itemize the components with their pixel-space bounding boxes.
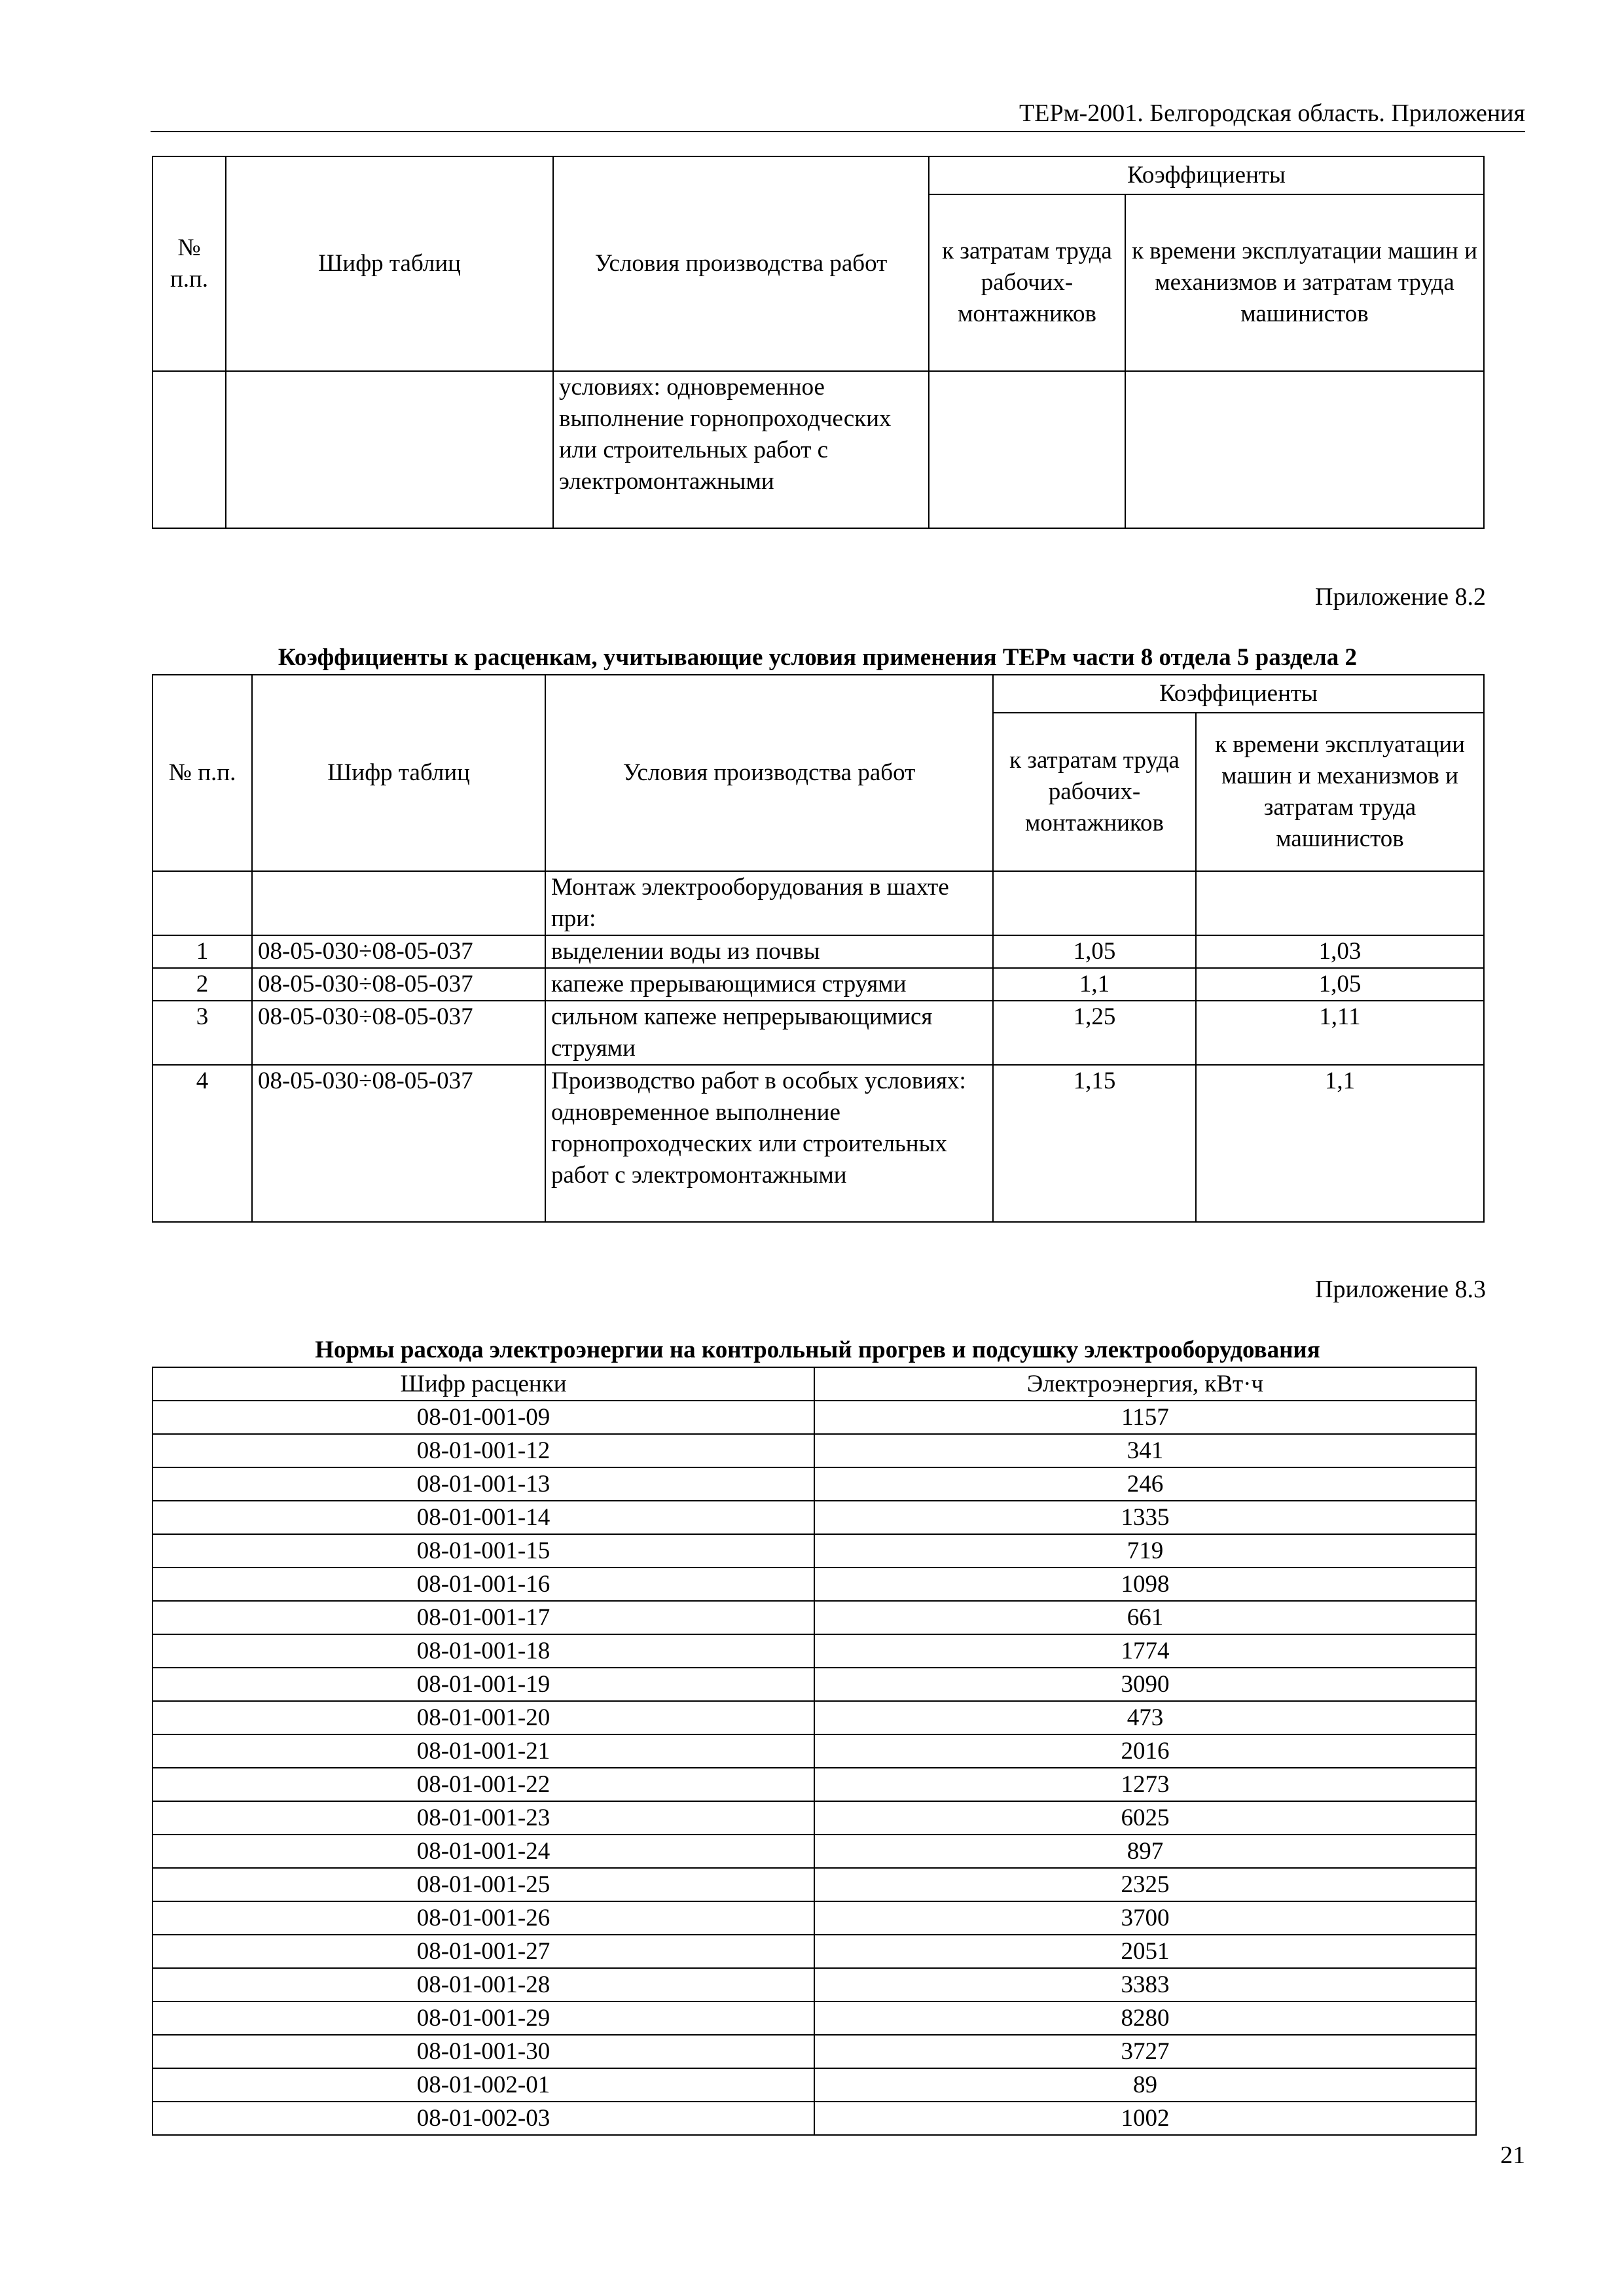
cell-energy: 246	[814, 1467, 1476, 1501]
cell-conditions: выделении воды из почвы	[545, 935, 993, 968]
table-row	[153, 1467, 1476, 1501]
header-machines: к времени эксплуатации машин и механизмов и затратам труда машинистов	[1196, 713, 1484, 871]
header-labor: к затратам труда рабочих-монтажников	[993, 713, 1196, 871]
cell-code: 08-01-001-26	[153, 1901, 814, 1935]
table-row	[153, 1935, 1476, 1968]
table-row	[153, 1868, 1476, 1901]
cell-energy: 89	[814, 2068, 1476, 2102]
cell-code: 08-05-030÷08-05-037	[252, 935, 545, 968]
cell-energy: 3727	[814, 2035, 1476, 2068]
cell-machines	[1125, 371, 1484, 528]
cell-code: 08-01-002-03	[153, 2102, 814, 2135]
header-num: № п.п.	[153, 156, 226, 371]
cell-energy: 2051	[814, 1935, 1476, 1968]
cell-energy: 341	[814, 1434, 1476, 1467]
table-row	[153, 1568, 1476, 1601]
appendix-8-3-label: Приложение 8.3	[1315, 1276, 1486, 1303]
header-conditions: Условия производства работ	[545, 675, 993, 871]
header-energy: Электроэнергия, кВт·ч	[814, 1367, 1476, 1401]
cell-code	[226, 371, 553, 528]
cell-energy: 2016	[814, 1734, 1476, 1768]
header-coefficients: Коэффициенты	[929, 156, 1484, 194]
table-row	[153, 1601, 1476, 1634]
cell-labor	[993, 871, 1196, 935]
cell-machines: 1,03	[1196, 935, 1484, 968]
cell-code: 08-01-001-12	[153, 1434, 814, 1467]
cell-conditions: сильном капеже непрерывающимися струями	[545, 1001, 993, 1065]
cell-energy: 661	[814, 1601, 1476, 1634]
cell-num: 3	[153, 1001, 252, 1065]
cell-machines: 1,1	[1196, 1065, 1484, 1222]
continuation-table	[152, 156, 1485, 529]
cell-energy: 1157	[814, 1401, 1476, 1434]
cell-conditions: капеже прерывающимися струями	[545, 968, 993, 1001]
cell-machines: 1,11	[1196, 1001, 1484, 1065]
cell-code: 08-01-001-22	[153, 1768, 814, 1801]
header-num: № п.п.	[153, 675, 252, 871]
cell-energy: 1774	[814, 1634, 1476, 1668]
table-row	[153, 1501, 1476, 1534]
cell-num: 4	[153, 1065, 252, 1222]
table-row	[153, 1835, 1476, 1868]
cell-energy: 3090	[814, 1668, 1476, 1701]
table-row	[153, 1701, 1476, 1734]
coefficients-table	[152, 674, 1485, 1223]
cell-code: 08-01-001-19	[153, 1668, 814, 1701]
table-row	[153, 1434, 1476, 1467]
cell-conditions: условиях: одновременное выполнение горнопроходческих или строительных работ с электромонтажными	[553, 371, 929, 528]
table-row	[153, 2102, 1476, 2135]
cell-energy: 1335	[814, 1501, 1476, 1534]
cell-energy: 3700	[814, 1901, 1476, 1935]
page-number: 21	[1500, 2142, 1525, 2169]
table-row	[153, 1534, 1476, 1568]
cell-energy: 897	[814, 1835, 1476, 1868]
appendix-8-3-caption: Нормы расхода электроэнергии на контрольный прогрев и подсушку электрооборудования	[315, 1336, 1320, 1363]
header-coefficients: Коэффициенты	[993, 675, 1484, 713]
cell-code: 08-01-001-18	[153, 1634, 814, 1668]
cell-num	[153, 371, 226, 528]
cell-conditions: Монтаж электрооборудования в шахте при:	[545, 871, 993, 935]
header-rule	[151, 131, 1525, 132]
table-row	[153, 1001, 1484, 1065]
cell-machines: 1,05	[1196, 968, 1484, 1001]
header-code: Шифр расценки	[153, 1367, 814, 1401]
header-labor: к затратам труда рабочих-монтажников	[929, 194, 1125, 371]
header-code: Шифр таблиц	[226, 156, 553, 371]
cell-code: 08-01-001-23	[153, 1801, 814, 1835]
cell-energy: 719	[814, 1534, 1476, 1568]
appendix-8-2-label: Приложение 8.2	[1315, 583, 1486, 611]
cell-energy: 473	[814, 1701, 1476, 1734]
cell-num	[153, 871, 252, 935]
cell-energy: 6025	[814, 1801, 1476, 1835]
cell-code: 08-01-001-27	[153, 1935, 814, 1968]
appendix-8-2-caption: Коэффициенты к расценкам, учитывающие условия применения ТЕРм части 8 отдела 5 раздела 2	[278, 644, 1358, 671]
cell-code	[252, 871, 545, 935]
cell-conditions: Производство работ в особых условиях: одновременное выполнение горнопроходческих или строительных работ с электромонтажными	[545, 1065, 993, 1222]
header-machines: к времени эксплуатации машин и механизмов и затратам труда машинистов	[1125, 194, 1484, 371]
header-conditions: Условия производства работ	[553, 156, 929, 371]
cell-num: 2	[153, 968, 252, 1001]
cell-code: 08-05-030÷08-05-037	[252, 1001, 545, 1065]
cell-labor: 1,25	[993, 1001, 1196, 1065]
table-row	[153, 1065, 1484, 1222]
table-row	[153, 1968, 1476, 2001]
running-header: ТЕРм-2001. Белгородская область. Приложения	[1019, 99, 1525, 127]
cell-code: 08-01-001-30	[153, 2035, 814, 2068]
cell-code: 08-01-001-24	[153, 1835, 814, 1868]
table-row	[153, 1734, 1476, 1768]
cell-labor: 1,15	[993, 1065, 1196, 1222]
cell-code: 08-01-001-13	[153, 1467, 814, 1501]
table-row	[153, 1901, 1476, 1935]
cell-machines	[1196, 871, 1484, 935]
cell-code: 08-01-002-01	[153, 2068, 814, 2102]
cell-energy: 8280	[814, 2001, 1476, 2035]
cell-labor: 1,05	[993, 935, 1196, 968]
table-row	[153, 1401, 1476, 1434]
cell-code: 08-01-001-17	[153, 1601, 814, 1634]
table-row	[153, 371, 1484, 528]
cell-labor	[929, 371, 1125, 528]
table-row	[153, 1668, 1476, 1701]
cell-energy: 1273	[814, 1768, 1476, 1801]
table-row	[153, 871, 1484, 935]
table-row	[153, 935, 1484, 968]
table-row	[153, 1768, 1476, 1801]
cell-code: 08-05-030÷08-05-037	[252, 1065, 545, 1222]
cell-energy: 2325	[814, 1868, 1476, 1901]
energy-table	[152, 1367, 1477, 2136]
header-code: Шифр таблиц	[252, 675, 545, 871]
table-row	[153, 968, 1484, 1001]
table-row	[153, 2035, 1476, 2068]
cell-code: 08-01-001-09	[153, 1401, 814, 1434]
cell-code: 08-01-001-14	[153, 1501, 814, 1534]
cell-num: 1	[153, 935, 252, 968]
cell-code: 08-01-001-15	[153, 1534, 814, 1568]
cell-code: 08-01-001-16	[153, 1568, 814, 1601]
cell-code: 08-01-001-29	[153, 2001, 814, 2035]
cell-labor: 1,1	[993, 968, 1196, 1001]
table-row	[153, 1801, 1476, 1835]
cell-energy: 3383	[814, 1968, 1476, 2001]
cell-energy: 1098	[814, 1568, 1476, 1601]
cell-code: 08-01-001-25	[153, 1868, 814, 1901]
cell-code: 08-01-001-20	[153, 1701, 814, 1734]
table-row	[153, 2068, 1476, 2102]
cell-code: 08-01-001-21	[153, 1734, 814, 1768]
table-row	[153, 1634, 1476, 1668]
cell-energy: 1002	[814, 2102, 1476, 2135]
cell-code: 08-01-001-28	[153, 1968, 814, 2001]
cell-code: 08-05-030÷08-05-037	[252, 968, 545, 1001]
table-row	[153, 2001, 1476, 2035]
